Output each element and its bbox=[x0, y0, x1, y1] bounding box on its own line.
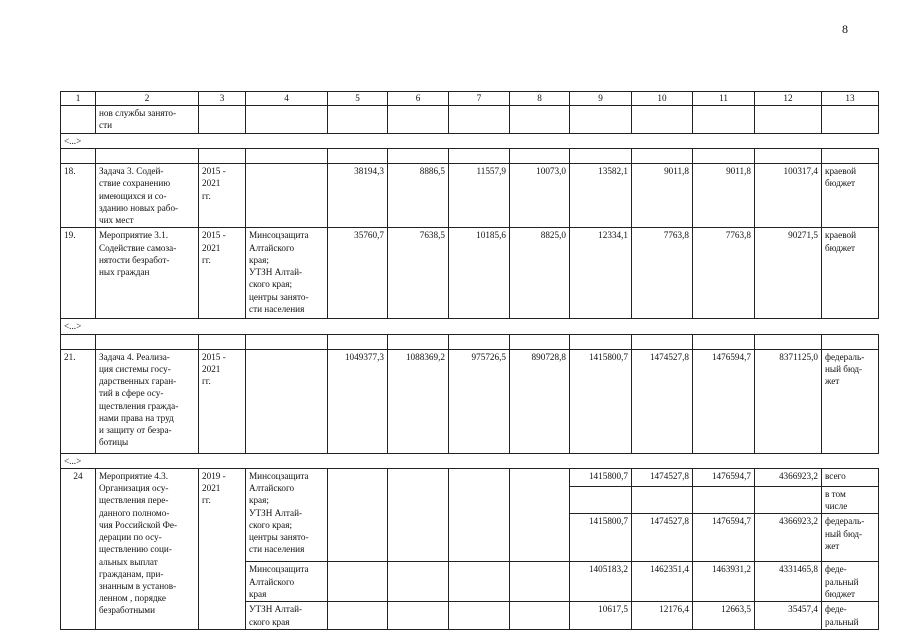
value-cell: 10073,0 bbox=[510, 164, 570, 228]
value-cell: 8371125,0 bbox=[755, 349, 822, 453]
value-cell bbox=[632, 486, 693, 513]
ellipsis-marker: <...> bbox=[61, 319, 879, 334]
col-header: 10 bbox=[632, 92, 693, 106]
value-cell: 1476594,7 bbox=[693, 349, 755, 453]
funding-source-cell: в том числе bbox=[822, 486, 879, 513]
col-header: 13 bbox=[822, 92, 879, 106]
value-cell: 1474527,8 bbox=[632, 349, 693, 453]
col-header: 9 bbox=[570, 92, 632, 106]
executor-cell bbox=[246, 349, 328, 453]
value-cell: 11557,9 bbox=[449, 164, 510, 228]
table-row bbox=[61, 164, 879, 228]
description-cell: Мероприятие 4.3. Организация осу- ществления пере- данного полномо- чия Российской Фе- дерации по осу- ществлению соци- альных выплат гражданам, при- знанным в установ- ленном , порядке безработными bbox=[96, 468, 199, 629]
value-cell: 10185,6 bbox=[449, 228, 510, 319]
budget-table bbox=[60, 91, 879, 630]
value-cell: 35457,4 bbox=[755, 602, 822, 630]
value-cell: 7638,5 bbox=[388, 228, 449, 319]
value-cell: 12663,5 bbox=[693, 602, 755, 630]
period-cell: 2015 - 2021 гг. bbox=[199, 164, 246, 228]
executor-cell: Минсоцзащита Алтайского края; УТЗН Алтай- ского края; центры занято- сти населения bbox=[246, 228, 328, 319]
value-cell: 7763,8 bbox=[632, 228, 693, 319]
omission-row bbox=[61, 319, 879, 334]
value-cell: 1415800,7 bbox=[570, 468, 632, 486]
executor-cell: Минсоцзащита Алтайского края bbox=[246, 562, 328, 602]
page-number: 8 bbox=[842, 22, 848, 36]
row-number: 18. bbox=[61, 164, 96, 228]
value-cell: 38194,3 bbox=[328, 164, 388, 228]
value-cell: 1415800,7 bbox=[570, 514, 632, 562]
funding-source-cell: краевой бюджет bbox=[822, 164, 879, 228]
value-cell bbox=[570, 486, 632, 513]
value-cell: 975726,5 bbox=[449, 349, 510, 453]
value-cell: 1474527,8 bbox=[632, 514, 693, 562]
col-header: 12 bbox=[755, 92, 822, 106]
description-cell: Задача 4. Реализа- ция системы госу- дарственных гаран- тий в сфере осу- ществления гражда- нами права на труд и защиту от безра- ботицы bbox=[96, 349, 199, 453]
value-cell: 100317,4 bbox=[755, 164, 822, 228]
funding-source-cell: краевой бюджет bbox=[822, 228, 879, 319]
table-row bbox=[61, 106, 879, 134]
value-cell: 4366923,2 bbox=[755, 514, 822, 562]
value-cell: 1476594,7 bbox=[693, 468, 755, 486]
col-header: 2 bbox=[96, 92, 199, 106]
executor-cell: Минсоцзащита Алтайского края; УТЗН Алтай- ского края; центры занято- сти населения bbox=[246, 468, 328, 561]
row-number: 24 bbox=[61, 468, 96, 629]
funding-source-cell: всего bbox=[822, 468, 879, 486]
value-cell: 90271,5 bbox=[755, 228, 822, 319]
value-cell: 1462351,4 bbox=[632, 562, 693, 602]
value-cell: 1474527,8 bbox=[632, 468, 693, 486]
column-number-row bbox=[61, 92, 879, 106]
executor-cell: УТЗН Алтай- ского края bbox=[246, 602, 328, 630]
value-cell: 13582,1 bbox=[570, 164, 632, 228]
funding-source-cell: федераль- ный бюд- жет bbox=[822, 349, 879, 453]
value-cell: 12176,4 bbox=[632, 602, 693, 630]
col-header: 7 bbox=[449, 92, 510, 106]
value-cell: 9011,8 bbox=[632, 164, 693, 228]
ellipsis-marker: <...> bbox=[61, 453, 879, 468]
funding-source-cell: федераль- ный бюд- жет bbox=[822, 514, 879, 562]
omission-row bbox=[61, 134, 879, 149]
value-cell: 4366923,2 bbox=[755, 468, 822, 486]
value-cell: 1088369,2 bbox=[388, 349, 449, 453]
value-cell: 1476594,7 bbox=[693, 514, 755, 562]
executor-cell bbox=[246, 164, 328, 228]
value-cell: 35760,7 bbox=[328, 228, 388, 319]
value-cell bbox=[755, 486, 822, 513]
table-row bbox=[61, 468, 879, 486]
period-cell: 2015 - 2021 гг. bbox=[199, 228, 246, 319]
description-cell: Мероприятие 3.1. Содействие самоза- нятости безработ- ных граждан bbox=[96, 228, 199, 319]
col-header: 11 bbox=[693, 92, 755, 106]
value-cell: 1049377,3 bbox=[328, 349, 388, 453]
value-cell: 10617,5 bbox=[570, 602, 632, 630]
value-cell: 890728,8 bbox=[510, 349, 570, 453]
funding-source-cell: феде- ральный bbox=[822, 602, 879, 630]
row-number: 21. bbox=[61, 349, 96, 453]
col-header: 3 bbox=[199, 92, 246, 106]
col-header: 6 bbox=[388, 92, 449, 106]
value-cell: 8886,5 bbox=[388, 164, 449, 228]
value-cell: 4331465,8 bbox=[755, 562, 822, 602]
col-header: 8 bbox=[510, 92, 570, 106]
table-row bbox=[61, 228, 879, 319]
row-number: 19. bbox=[61, 228, 96, 319]
funding-source-cell: феде- ральный бюджет bbox=[822, 562, 879, 602]
col-header: 1 bbox=[61, 92, 96, 106]
value-cell bbox=[693, 486, 755, 513]
value-cell: 9011,8 bbox=[693, 164, 755, 228]
description-cell: Задача 3. Содей- ствие сохранению имеющихся и со- зданию новых рабо- чих мест bbox=[96, 164, 199, 228]
omission-row bbox=[61, 453, 879, 468]
value-cell: 1415800,7 bbox=[570, 349, 632, 453]
table-row bbox=[61, 334, 879, 349]
table-row bbox=[61, 149, 879, 164]
period-cell: 2019 - 2021 гг. bbox=[199, 468, 246, 629]
table-row bbox=[61, 349, 879, 453]
value-cell: 1463931,2 bbox=[693, 562, 755, 602]
value-cell: 7763,8 bbox=[693, 228, 755, 319]
value-cell: 8825,0 bbox=[510, 228, 570, 319]
col-header: 5 bbox=[328, 92, 388, 106]
ellipsis-marker: <...> bbox=[61, 134, 879, 149]
description-cell: нов службы занято- сти bbox=[96, 106, 199, 134]
value-cell: 1405183,2 bbox=[570, 562, 632, 602]
col-header: 4 bbox=[246, 92, 328, 106]
value-cell: 12334,1 bbox=[570, 228, 632, 319]
period-cell: 2015 - 2021 гг. bbox=[199, 349, 246, 453]
